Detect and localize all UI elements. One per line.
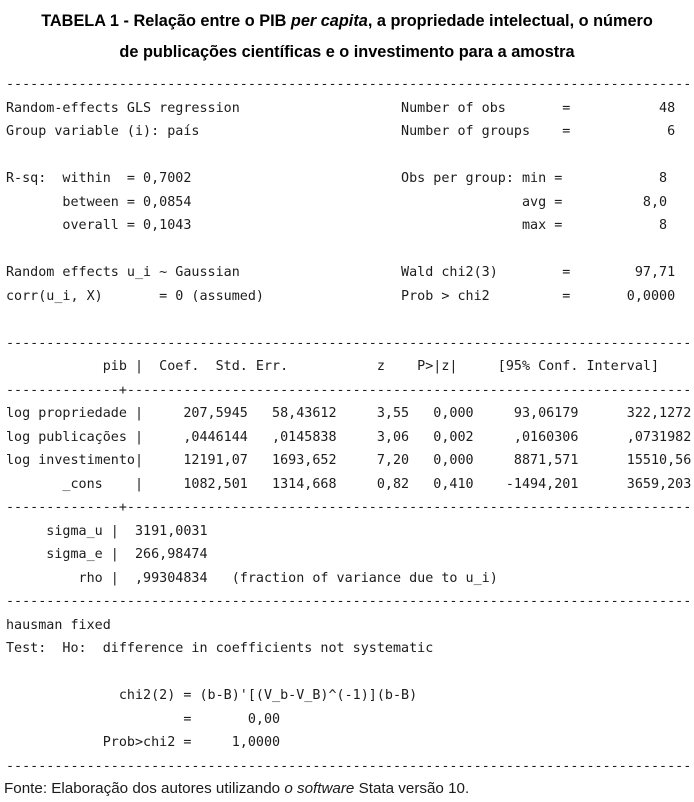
table-row-cons: _cons | 1082,501 1314,668 0,82 0,410 -1494,201 3659,203 — [6, 476, 692, 492]
stata-output — [6, 73, 694, 778]
output-line-chi2-formula: chi2(2) = (b-B)'[(V_b-V_B)^(-1)](b-B) — [6, 688, 418, 703]
title-text: TABELA 1 - Relação entre o PIB — [41, 12, 291, 30]
table-row-log-publicacoes: log publicações | ,0446144 ,0145838 3,06 0,002 ,0160306 ,0731982 — [6, 429, 692, 445]
output-line-hausman-test: Test: Ho: difference in coefficients not systematic — [6, 641, 434, 656]
output-line-sigma-e: sigma_e | 266,98474 — [6, 547, 208, 562]
table-title-line2: de publicações científicas e o investimento para a amostra — [119, 43, 575, 61]
output-line-rsq-between: between = 0,0854 avg = 8,0 — [6, 194, 668, 210]
output-line-sigma-u: sigma_u | 3191,0031 — [6, 523, 208, 539]
separator-dashed-line: ------------------------------------------------------------------------------------- — [6, 594, 692, 609]
output-line-blank — [6, 308, 694, 332]
source-note — [4, 780, 694, 797]
output-line-corr: corr(u_i, X) = 0 (assumed) Prob > chi2 = 0,0000 — [6, 288, 676, 304]
table-row-log-propriedade: log propriedade | 207,5945 58,43612 3,55 0,000 93,06179 322,1272 — [6, 406, 692, 421]
separator-dashed-line: ------------------------------------------------------------------------------------- — [6, 77, 692, 92]
output-line-chi2-value: = 0,00 — [6, 711, 281, 727]
output-line-blank — [6, 144, 694, 168]
output-line-blank — [6, 238, 694, 262]
separator-dashed-line: ------------------------------------------------------------------------------------- — [6, 335, 692, 351]
output-line-model: Random-effects GLS regression Number of obs = 48 — [6, 100, 676, 116]
output-line-rho: rho | ,99304834 (fraction of variance due to u_i) — [6, 570, 498, 586]
table-title-line1 — [0, 6, 694, 37]
output-line-hausman-command: hausman fixed — [6, 617, 111, 633]
output-line-prob-chi2: Prob>chi2 = 1,0000 — [6, 735, 281, 750]
title-italic-per-capita: per capita — [290, 12, 368, 30]
output-line-blank — [6, 661, 694, 685]
separator-plus-line: --------------+---------------------------------------------------------------------- — [6, 500, 692, 515]
title-text-suffix: , a propriedade intelectual, o número — [367, 12, 653, 30]
table-header-row: pib | Coef. Std. Err. z P>|z| [95% Conf. Interval] — [6, 359, 660, 374]
output-line-group-variable: Group variable (i): país Number of groups = 6 — [6, 124, 676, 139]
source-note-text: Fonte: Elaboração dos autores utilizando — [4, 780, 285, 797]
table-title — [0, 0, 694, 68]
separator-plus-line: --------------+---------------------------------------------------------------------- — [6, 382, 692, 398]
source-note-italic: o software — [284, 780, 355, 797]
output-line-rsq-within: R-sq: within = 0,7002 Obs per group: min = 8 — [6, 171, 668, 186]
output-line-rsq-overall: overall = 0,1043 max = 8 — [6, 218, 668, 233]
separator-dashed-line: ------------------------------------------------------------------------------------- — [6, 758, 692, 774]
output-line-random-effects: Random effects u_i ~ Gaussian Wald chi2(3) = 97,71 — [6, 265, 676, 280]
source-note-suffix: Stata versão 10. — [354, 780, 470, 797]
table-row-log-investimento: log investimento| 12191,07 1693,652 7,20 0,000 8871,571 15510,56 — [6, 453, 692, 468]
